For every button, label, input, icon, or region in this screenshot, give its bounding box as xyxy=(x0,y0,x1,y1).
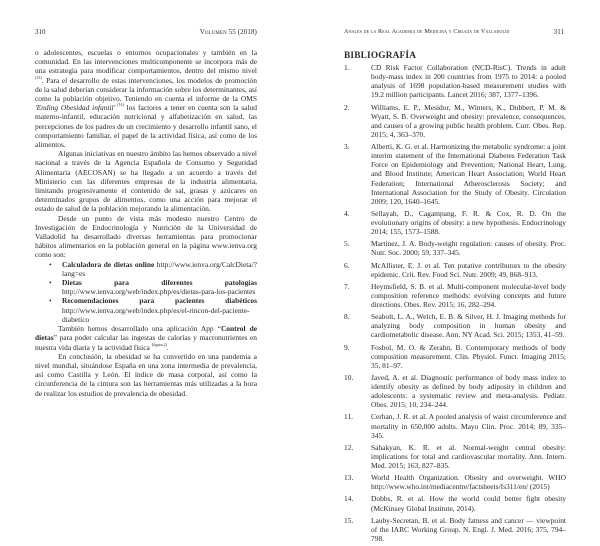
reference-text: World Health Organization. Obesity and overweight. WHO http://www.who.int/mediacentre/factsheets/fs311/en/ (2015) xyxy=(371,473,566,492)
reference-item xyxy=(344,373,566,409)
reference-item xyxy=(344,516,566,543)
text: También hemos desarrollado una aplicación App “ xyxy=(58,324,221,334)
reference-text: Fosbol, M. O. & Zerahn, B. Contemporary methods of body composition measurement. Clin. Physiol. Funct. Imaging 2015; 35, 81–97. xyxy=(371,342,566,370)
item-link[interactable]: http://www.ienva.org/web/index.php/es/el-rincon-del-paciente-diabetico xyxy=(62,305,250,324)
left-page xyxy=(0,0,300,423)
reference-item xyxy=(344,103,566,139)
reference-number: 15. xyxy=(344,515,354,525)
reference-item xyxy=(344,412,566,439)
list-item xyxy=(35,260,257,278)
item-title: Recomendaciones para pacientes diabéticos xyxy=(62,296,257,306)
text: . xyxy=(166,342,169,352)
list-item xyxy=(35,296,257,324)
reference-number: 4. xyxy=(344,208,350,218)
text: los factores a tener en cuenta son la salud materno-infantil, educación nutricional y alfabetización en salud, las percepciones de los padres de un crecimiento y desarrollo infantil sano, el comportamiento familiar, el papel de la actividad física, así como de los alimentos. xyxy=(35,103,257,150)
text: ” para poder calcular las ingestas de calorías y macronutrientes en nuestra vida diaria y la actividad física xyxy=(35,333,257,352)
reference-text: Williams, E. P., Mesidor, M., Winters, K., Dubbert, P. M. & Wyatt, S. B. Overweight and obesity: prevalence, consequences, and causes of a growing public health problem. Curr. Obes. Rep. 2015; 4, 363–370. xyxy=(371,102,566,139)
reference-item xyxy=(344,239,566,257)
reference-number: 6. xyxy=(344,260,350,270)
reference-item xyxy=(344,473,566,491)
page-number: 310 xyxy=(35,28,46,36)
reference-text: Sellayah, D., Cagampang, F. R. & Cox, R. D. On the evolutionary origins of obesity: a new hypothesis. Endocrinology 2014; 155, 1573–1588. xyxy=(371,208,566,237)
reference-number: 10. xyxy=(344,372,354,382)
item-title: Calculadora de dietas online xyxy=(62,259,155,269)
paragraph: En conclusión, la obesidad se ha convertido en una pandemia a nivel mundial, situándose España en una zona intermedia de prevalencia, así como Castilla y León. El índice de masa corporal, así como la circunferencia de la cintura son las herramientas más utilizadas a la hora de realizar los estudios de prevalencia de obesidad. xyxy=(35,351,257,398)
reference-item xyxy=(344,343,566,370)
reference-number: 12. xyxy=(344,442,354,452)
figure-ref: (figura 2) xyxy=(151,341,167,347)
running-head: Volumen 55 (2018) xyxy=(199,28,257,36)
reference-item xyxy=(344,312,566,339)
reference-text: CD Risk Factor Collaboration (NCD-RisC). Trends in adult body-mass index in 200 countries from 1975 to 2014: a pooled analysis of 1698 population-based measurement studies with 19.2 million participants. Lancet 2016; 387, 1377–1396. xyxy=(371,63,566,100)
bibliography xyxy=(344,52,566,546)
tools-list xyxy=(35,260,257,324)
paragraph xyxy=(35,324,257,352)
reference-text: Sahakyan, K. R. et al. Normal-weight central obesity: implications for total and cardiovascular mortality. Ann. Intern. Med. 2015; 163, 827–835. xyxy=(371,442,566,470)
reference-item xyxy=(344,63,566,99)
reference-text: Lauby-Secretan, B. et al. Body fatness and cancer — viewpoint of the IARC Working Group. N. Engl. J. Med. 2016; 375, 794–798. xyxy=(371,515,566,543)
item-link[interactable]: http://www.ienva.org/web/index.php/es/dietas-para-los-pacientes xyxy=(62,287,256,297)
app-name: Control de dietas xyxy=(35,324,258,343)
reference-list xyxy=(344,63,566,543)
reference-text: Seabolt, L. A., Welch, E. B. & Silver, H. J. Imaging methods for analyzing body composition in human obesity and cardiometabolic disease. Ann. NY Acad. Sci. 2015; 1353, 41–59. xyxy=(371,312,566,340)
reference-text: Dobbs, R. et al. How the world could better fight obesity (McKinsey Global Institute, 2014). xyxy=(371,494,566,513)
text: o adolescentes, escuelas o entornos ocupacionales y también en la comunidad. En las intervenciones multicomponente se incorpora más de una estrategia para modificar comportamientos, dentro del mismo nivel xyxy=(35,48,257,76)
right-page xyxy=(300,0,600,543)
citation: (13) xyxy=(35,74,42,80)
reference-item xyxy=(344,261,566,279)
reference-text: Cerhan, J. R. et al. A pooled analysis of waist circumference and mortality in 650,000 adults. Mayo Clin. Proc. 2014; 89, 335–345. xyxy=(371,412,566,440)
reference-number: 1. xyxy=(344,63,350,73)
reference-item xyxy=(344,494,566,512)
reference-number: 3. xyxy=(344,142,350,152)
reference-number: 14. xyxy=(344,494,354,504)
running-head: Anales de la Real Academia de Medicina y Cirugía de Valladolid xyxy=(344,28,510,35)
bullet-icon: • xyxy=(49,278,52,288)
reference-item xyxy=(344,443,566,470)
reference-number: 11. xyxy=(344,412,354,422)
reference-item xyxy=(344,142,566,206)
paragraph: Desde un punto de vista más modesto nuestro Centro de Investigación de Endocrinología y Nutrición de la Universidad de Valladolid ha desarrollado diversas herramientas para promocionar hábitos alimentarios en la población general en la página www.ienva.org como son: xyxy=(35,213,257,260)
reference-item xyxy=(344,282,566,309)
reference-text: Javed, A. et al. Diagnostic performance of body mass index to identify obesity as defined by body adiposity in children and adolescents: a systematic review and meta-analysis. Pediatr. Obes. 2015; 10, 234–244. xyxy=(371,372,566,410)
report-title: 'Ending Obesidad infantil' xyxy=(35,103,116,113)
paragraph: Algunas iniciativas en nuestro ámbito las hemos observado a nivel nacional a través de la Agencia Española de Consumo y Seguridad Alimentaria (AECOSAN) se ha llegado a un acuerdo a través del Ministerio con las diferentes empresas de la industria alimentaria, limitando progresivamente el contenido de sal, grasas y azúcares en determinados grupos de alimentos, como una acción para mejorar el estado de salud de la población mejorando la alimentación. xyxy=(35,149,257,214)
body-text xyxy=(35,48,257,398)
reference-text: McAllister, E. J. et al. Ten putative contributors to the obesity epidemic. Crit. Rev. Food Sci. Nutr. 2009; 49, 868–913. xyxy=(371,260,566,279)
reference-number: 13. xyxy=(344,473,354,483)
list-item xyxy=(35,278,257,296)
reference-item xyxy=(344,209,566,236)
paragraph xyxy=(35,48,257,149)
bullet-icon: • xyxy=(49,259,52,269)
reference-text: Martinez, J. A. Body-weight regulation: causes of obesity. Proc. Nutr. Soc. 2000; 59, 337–345. xyxy=(371,239,566,258)
reference-number: 5. xyxy=(344,239,350,249)
reference-text: Alberti, K. G. et al. Harmonizing the metabolic syndrome: a joint interim statement of the International Diabetes Federation Task Force on Epidemiology and Prevention; National Heart, Lung, and Blood Institute; American Heart Association; World Heart Federation; International Atherosclerosis Society; and International Association for the Study of Obesity. Circulation 2009; 120, 1640–1645. xyxy=(371,142,566,206)
bullet-icon: • xyxy=(49,296,52,306)
text: . Para el desarrollo de estas intervenciones, los modelos de promoción de la salud deberían considerar la información sobre los determinantes, así como la población objetivo. Teniendo en cuenta el informe de la OMS xyxy=(35,75,257,104)
reference-number: 2. xyxy=(344,102,350,112)
section-heading: BIBLIOGRAFÍA xyxy=(344,51,417,61)
reference-number: 9. xyxy=(344,342,350,352)
citation: (14) xyxy=(115,102,124,108)
page-number: 311 xyxy=(553,28,564,36)
reference-number: 8. xyxy=(344,312,350,322)
item-link[interactable]: http://www.ienva.org/CalcDieta/?lang=es xyxy=(62,259,257,278)
reference-number: 7. xyxy=(344,281,350,291)
reference-text: Heymsfield, S. B. et al. Multi-component molecular-level body composition reference methods: evolving concepts and future directions. Obes. Rev. 2015; 16, 282–294. xyxy=(371,281,566,310)
item-title: Dietas para diferentes patologías xyxy=(62,278,257,288)
